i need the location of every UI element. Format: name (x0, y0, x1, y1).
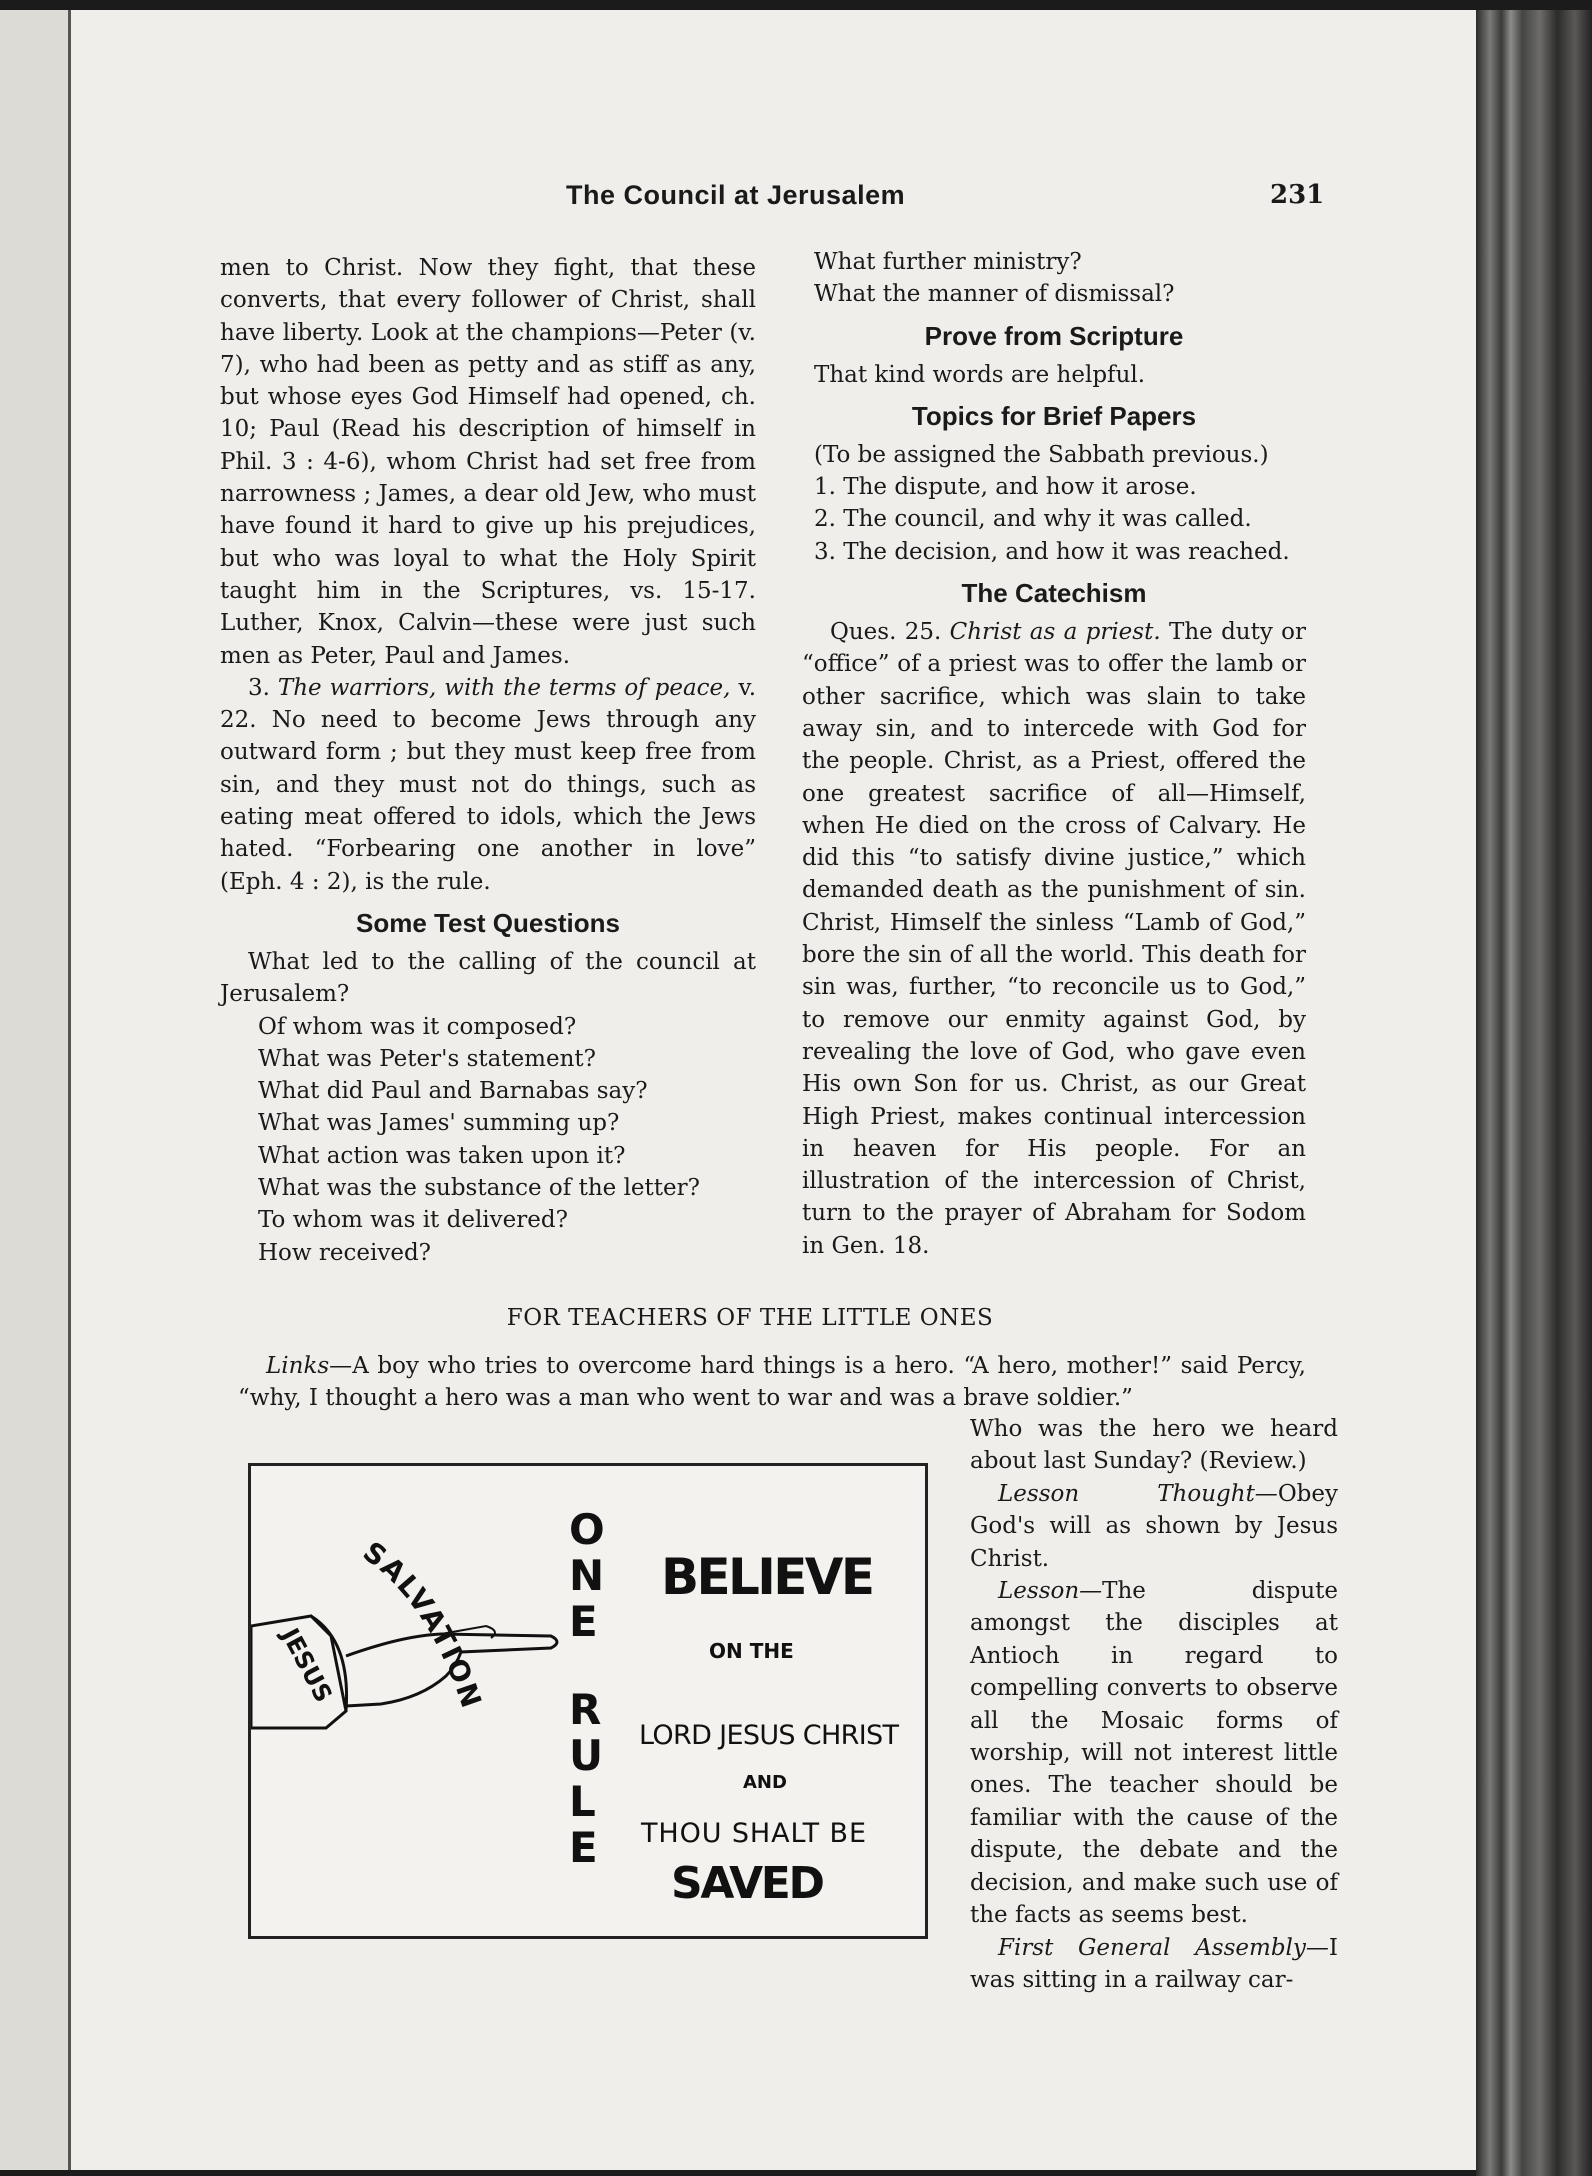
lesson-label: Lesson— (998, 1578, 1103, 1605)
question-item: What led to the calling of the council at Jerusalem? (220, 948, 756, 1008)
illustration-drawing (251, 1466, 925, 1936)
thou-text: THOU SHALT BE (641, 1818, 866, 1849)
paragraph-warriors (220, 672, 756, 898)
rule-letter: U (569, 1731, 604, 1780)
rule-letter: E (569, 1597, 598, 1646)
section-heading-topics: Topics for Brief Papers (911, 400, 1197, 431)
links-text: A boy who tries to overcome hard things is a hero. “A hero, mother!” said Percy, “why, I thought a hero was a man who went to war and was a brave soldier.” (238, 1353, 1306, 1411)
prove-text: That kind words are helpful. (814, 361, 1146, 388)
assembly-text: I was sitting in a railway car- (970, 1934, 1338, 1993)
rule-letter: O (569, 1505, 605, 1554)
links-paragraph (238, 1350, 1306, 1414)
lesson-thought (970, 1478, 1338, 1575)
question-item: What further ministry? (814, 249, 1082, 275)
lesson-thought-text: Obey God's will as shown by Jesus Christ. (970, 1480, 1338, 1572)
rule-letter: N (569, 1551, 605, 1600)
assembly (970, 1932, 1338, 1997)
catechism-question: Ques. 25. (830, 619, 942, 646)
gutter-line (68, 10, 71, 2170)
and-text: AND (743, 1772, 787, 1793)
rule-letter: L (569, 1777, 596, 1826)
sleeve-text: JESUS (275, 1623, 338, 1707)
running-header: The Council at Jerusalem (566, 180, 906, 210)
question-item: What was the substance of the letter? (258, 1175, 700, 1202)
lesson (970, 1575, 1338, 1931)
blackboard-illustration (248, 1463, 928, 1939)
topic-item: 3. The decision, and how it was reached. (814, 538, 1290, 565)
section-title-little-ones: FOR TEACHERS OF THE LITTLE ONES (506, 1305, 994, 1331)
lesson-thought-label: Lesson Thought— (998, 1480, 1278, 1507)
question-item: How received? (258, 1239, 432, 1266)
topic-item: 1. The dispute, and how it arose. (814, 474, 1197, 501)
rule-letter: E (569, 1823, 598, 1872)
point-title: The warriors, with the terms of peace, (277, 674, 731, 701)
catechism-topic: Christ as a priest. (949, 619, 1161, 646)
question-item: What was Peter's statement? (258, 1045, 596, 1072)
section-heading-prove: Prove from Scripture (924, 320, 1184, 351)
paragraph: men to Christ. Now they fight, that these converts, that every follower of Christ, shall have liberty. Look at the champions—Peter (v. 7), who had been as petty and as stiff as any, but whose eyes God Himself had opened, ch. 10; Paul (Read his description of himself in Phil. 3 : 4-6), whom Christ had set free from narrowness ; James, a dear old Jew, who must have found it hard to give up his prejudices, but who was loyal to what the Holy Spirit taught him in the Scriptures, vs. 15-17. Luther, Knox, Calvin—these were just such men as Peter, Paul and James. (220, 255, 756, 669)
on-the-text: ON THE (709, 1639, 794, 1663)
question-item: What was James' summing up? (258, 1110, 620, 1137)
right-column (802, 246, 1306, 1262)
point-text: v. 22. No need to become Jews through any outward form ; but they must keep free from sin, and they must not do things, such as eating meat offered to idols, which the Jews hated. “Forbearing one another in love” (Eph. 4 : 2), is the rule. (220, 674, 757, 895)
lesson-notes-column (970, 1413, 1338, 1996)
question-item: What action was taken upon it? (258, 1142, 626, 1169)
question-item: What did Paul and Barnabas say? (258, 1078, 648, 1105)
links-label: Links— (266, 1353, 353, 1379)
book-edge (1476, 10, 1592, 2176)
topics-note: (To be assigned the Sabbath previous.) (814, 441, 1269, 468)
section-heading-catechism: The Catechism (961, 578, 1147, 609)
arc-text: SALVATION (356, 1534, 489, 1714)
catechism-text: The duty or “office” of a priest was to offer the lamb or other sacrifice, which was slain to take away sin, and to intercede with God for the people. Christ, as a Priest, offered the one greatest sacrifice of all—Himself, when He died on the cross of Calvary. He did this “to satisfy divine justice,” which demanded death as the punishment of sin. Christ, Himself the sinless “Lamb of God,” bore the sin of all the world. This death for sin was, further, “to reconcile us to God,” to remove our enmity against God, by revealing the love of God, who gave even His own Son for us. Christ, as our Great High Priest, makes continual intercession in heaven for His people. For an illustration of the intercession of Christ, turn to the prayer of Abraham for Sodom in Gen. 18. (802, 619, 1306, 1259)
page-number: 231 (1270, 180, 1325, 210)
assembly-label: First General Assembly— (998, 1934, 1329, 1961)
review-text: Who was the hero we heard about last Sunday? (Review.) (970, 1416, 1338, 1475)
left-column (220, 252, 756, 1269)
point-number: 3. (248, 674, 270, 701)
rule-letter: R (569, 1685, 602, 1734)
facing-page-edge (0, 10, 70, 2170)
saved-text: SAVED (671, 1858, 825, 1909)
question-item: Of whom was it composed? (258, 1013, 577, 1040)
question-item: What the manner of dismissal? (814, 281, 1175, 308)
section-heading-test-questions: Some Test Questions (356, 907, 620, 938)
lord-text: LORD JESUS CHRIST (639, 1720, 899, 1751)
lesson-text: The dispute amongst the disciples at Antioch in regard to compelling converts to observe all the Mosaic forms of worship, will not interest little ones. The teacher should be familiar with the cause of the dispute, the debate and the decision, and make such use of the facts as seems best. (970, 1578, 1338, 1929)
topic-item: 2. The council, and why it was called. (814, 506, 1252, 533)
catechism-paragraph (802, 616, 1306, 1262)
believe-text: BELIEVE (661, 1548, 875, 1606)
question-item: To whom was it delivered? (258, 1207, 568, 1234)
